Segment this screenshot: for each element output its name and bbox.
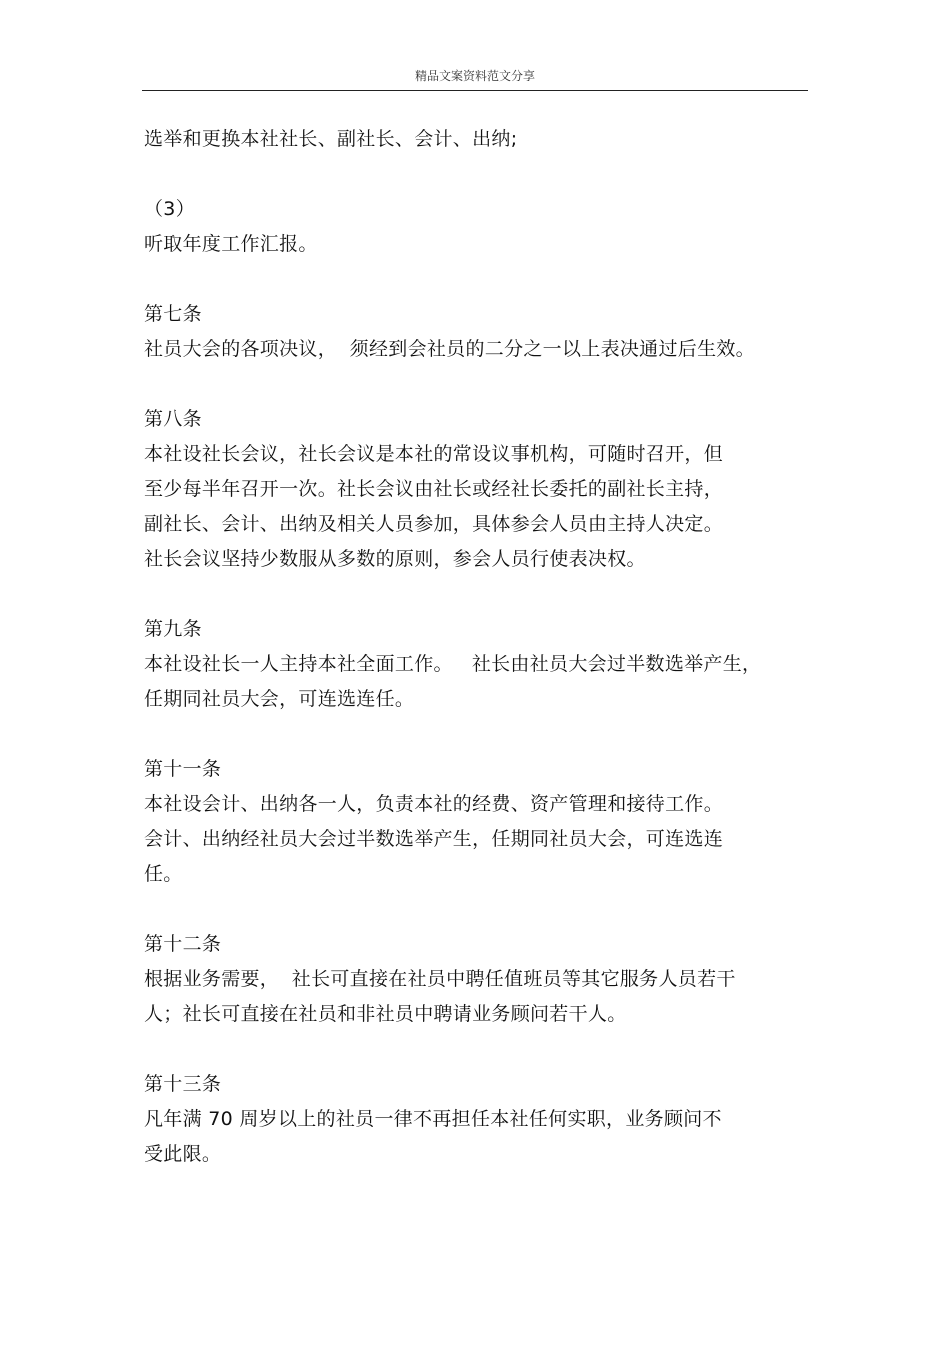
text-line: 受此限。 bbox=[144, 1143, 222, 1165]
paragraph-gap bbox=[144, 1032, 814, 1067]
text-line: 副社长、会计、出纳及相关人员参加，具体参会人员由主持人决定。 bbox=[144, 513, 724, 535]
text-line: 至少每半年召开一次。社长会议由社长或经社长委托的副社长主持， bbox=[144, 478, 724, 500]
paragraph-gap bbox=[144, 367, 814, 402]
paragraph-gap bbox=[144, 262, 814, 297]
article-heading: 第九条 bbox=[144, 618, 202, 640]
article-heading: 第十三条 bbox=[144, 1073, 222, 1095]
document-body bbox=[144, 122, 814, 1172]
text-line: 选举和更换本社社长、副社长、会计、出纳; bbox=[144, 128, 518, 150]
text-line: （3） bbox=[144, 198, 195, 220]
paragraph-gap bbox=[144, 892, 814, 927]
article-heading: 第七条 bbox=[144, 303, 202, 325]
paragraph-gap bbox=[144, 577, 814, 612]
header-divider bbox=[142, 90, 808, 91]
text-line: 人；社长可直接在社员和非社员中聘请业务顾问若干人。 bbox=[144, 1003, 627, 1025]
article-heading: 第八条 bbox=[144, 408, 202, 430]
text-line: 会计、出纳经社员大会过半数选举产生，任期同社员大会，可连选连 bbox=[144, 828, 724, 850]
text-line: 社员大会的各项决议， 须经到会社员的二分之一以上表决通过后生效。 bbox=[144, 338, 755, 360]
paragraph-gap bbox=[144, 717, 814, 752]
paragraph-gap bbox=[144, 157, 814, 192]
text-line: 任。 bbox=[144, 863, 183, 885]
article-heading: 第十一条 bbox=[144, 758, 222, 780]
text-line: 凡年满 70 周岁以上的社员一律不再担任本社任何实职，业务顾问不 bbox=[144, 1108, 722, 1130]
text-line: 听取年度工作汇报。 bbox=[144, 233, 318, 255]
text-line: 任期同社员大会，可连选连任。 bbox=[144, 688, 415, 710]
page-header: 精品文案资料范文分享 bbox=[414, 69, 535, 83]
text-line: 本社设社长会议，社长会议是本社的常设议事机构，可随时召开，但 bbox=[144, 443, 724, 465]
text-line: 社长会议坚持少数服从多数的原则，参会人员行使表决权。 bbox=[144, 548, 646, 570]
text-line: 本社设社长一人主持本社全面工作。 社长由社员大会过半数选举产生， bbox=[144, 653, 762, 675]
text-line: 根据业务需要， 社长可直接在社员中聘任值班员等其它服务人员若干 bbox=[144, 968, 736, 990]
article-heading: 第十二条 bbox=[144, 933, 222, 955]
text-line: 本社设会计、出纳各一人，负责本社的经费、资产管理和接待工作。 bbox=[144, 793, 724, 815]
